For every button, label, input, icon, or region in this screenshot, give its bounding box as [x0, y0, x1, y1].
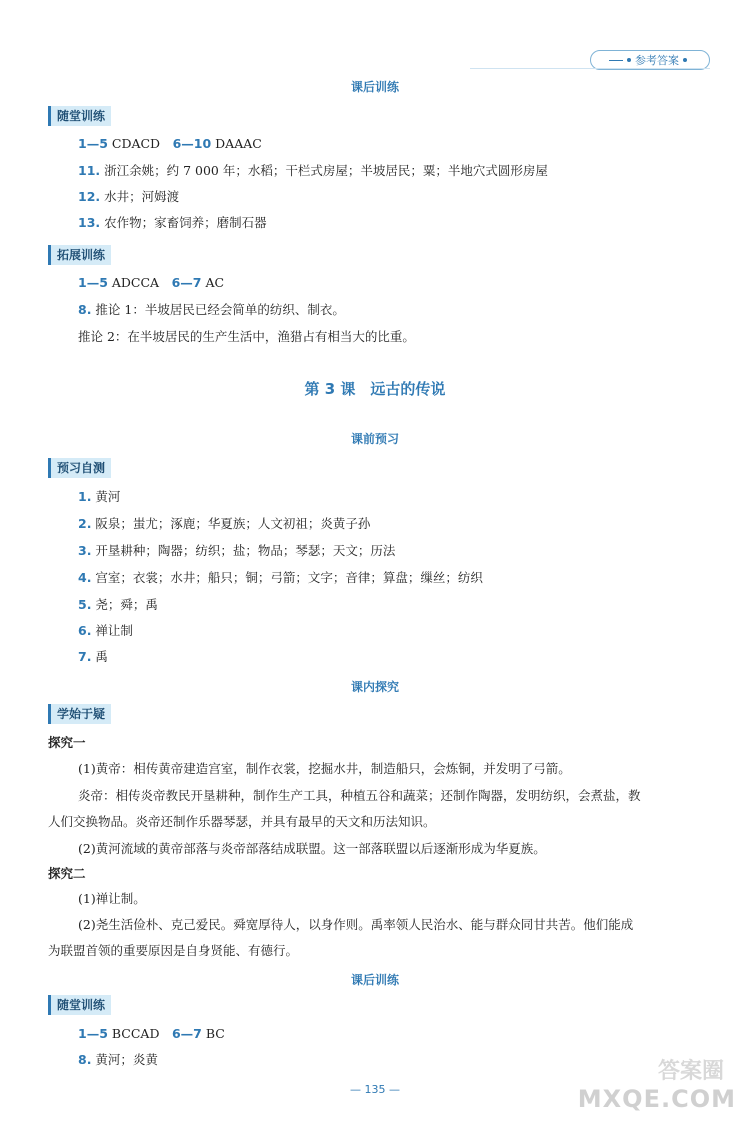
- tag-label: 学始于疑: [48, 704, 111, 724]
- answer-line: (2)尧生活俭朴、克己爱民。舜宽厚待人，以身作则。禹率领人民治水、能与群众同甘共苦。他们能成: [78, 917, 634, 932]
- answer-line: 7. 禹: [78, 649, 108, 664]
- answer-line: 5. 尧；舜；禹: [78, 597, 158, 612]
- answer-line: 8. 黄河；炎黄: [78, 1052, 158, 1067]
- answer-line: 13. 农作物；家畜饲养；磨制石器: [78, 215, 267, 230]
- watermark-en: MXQE.COM: [577, 1085, 736, 1113]
- answer-line: 12. 水井；河姆渡: [78, 189, 180, 204]
- tag-label: 随堂训练: [48, 106, 111, 126]
- answer-line: 11. 浙江余姚；约 7 000 年；水稻；干栏式房屋；半坡居民；粟；半地穴式圆形房屋: [78, 163, 548, 178]
- dot-icon: [683, 58, 687, 62]
- answer-line: 8. 推论 1：半坡居民已经会简单的纺织、制衣。: [78, 302, 345, 317]
- answer-line: 4. 宫室；衣裳；水井；船只；铜；弓箭；文字；音律；算盘；缫丝；纺织: [78, 570, 483, 585]
- answer-line: (2)黄河流域的黄帝部落与炎帝部落结成联盟。这一部落联盟以后逐渐形成为华夏族。: [78, 841, 546, 856]
- answer-badge: [590, 50, 710, 70]
- section-title: 课内探究: [350, 680, 399, 694]
- dot-icon: [627, 58, 631, 62]
- answer-line: 1—5 BCCAD 6—7 BC: [78, 1026, 225, 1041]
- watermark-cn: 答案圈: [657, 1059, 724, 1084]
- answer-line: 1. 黄河: [78, 489, 121, 504]
- answer-line: 1—5 CDACD 6—10 DAAAC: [78, 136, 262, 151]
- section-title: 课后训练: [350, 80, 399, 94]
- answer-line: (1)禅让制。: [78, 891, 146, 906]
- header-rule: [470, 68, 710, 69]
- answer-line: (1)黄帝：相传黄帝建造宫室，制作衣裳，挖掘水井，制造船只，会炼铜，并发明了弓箭。: [78, 761, 571, 776]
- tag-label: 随堂训练: [48, 995, 111, 1015]
- answer-line: 6. 禅让制: [78, 623, 133, 638]
- answer-line: 人们交换物品。炎帝还制作乐器琴瑟，并具有最早的天文和历法知识。: [48, 814, 436, 829]
- decor-line-icon: [609, 60, 623, 61]
- badge-label: 参考答案: [635, 54, 679, 67]
- answer-line: 炎帝：相传炎帝教民开垦耕种，制作生产工具，种植五谷和蔬菜；还制作陶器，发明纺织，会煮盐，教: [78, 788, 641, 803]
- explore-heading: 探究二: [48, 866, 86, 881]
- answer-line: 推论 2：在半坡居民的生产生活中，渔猎占有相当大的比重。: [78, 329, 415, 344]
- tag-label: 预习自测: [48, 458, 111, 478]
- answer-line: 2. 阪泉；蚩尤；涿鹿；华夏族；人文初祖；炎黄子孙: [78, 516, 371, 531]
- lesson-title: 第 3 课 远古的传说: [304, 380, 446, 398]
- tag-label: 拓展训练: [48, 245, 111, 265]
- explore-heading: 探究一: [48, 735, 86, 750]
- answer-line: 1—5 ADCCA 6—7 AC: [78, 275, 225, 290]
- answer-line: 3. 开垦耕种；陶器；纺织；盐；物品；琴瑟；天文；历法: [78, 543, 396, 558]
- page-number: — 135 —: [350, 1083, 400, 1096]
- answer-line: 为联盟首领的重要原因是自身贤能、有德行。: [48, 943, 299, 958]
- section-title: 课后训练: [350, 973, 399, 987]
- section-title: 课前预习: [350, 432, 399, 446]
